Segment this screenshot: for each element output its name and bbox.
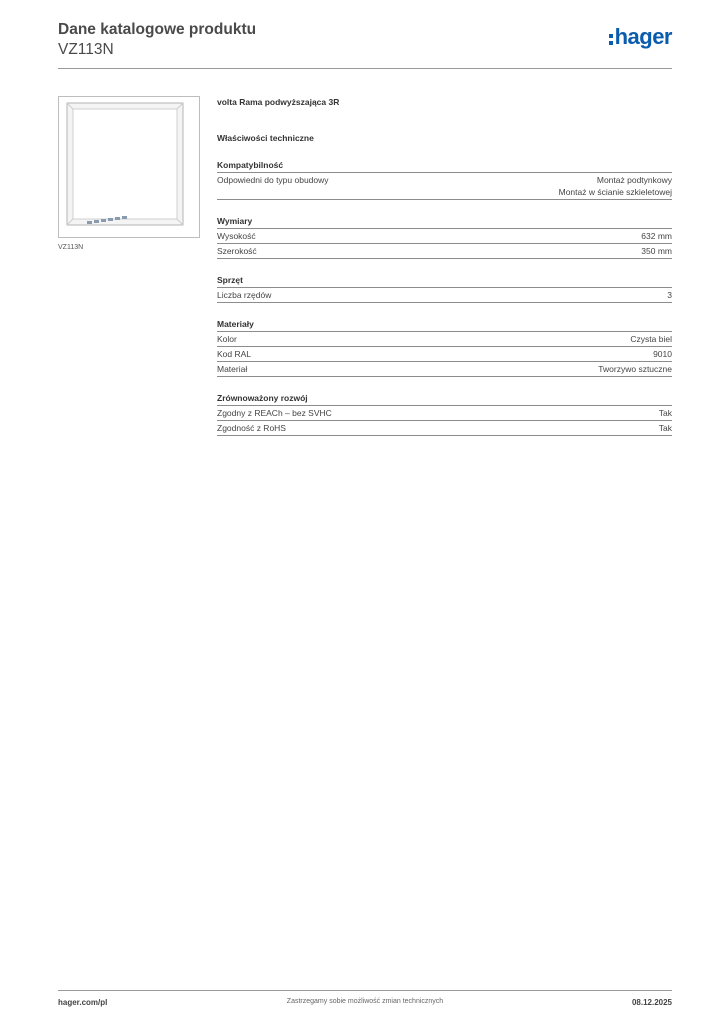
row-label: Liczba rzędów — [217, 290, 272, 300]
footer-note: Zastrzegamy sobie możliwość zmian technicznych — [286, 998, 444, 1005]
footer-divider — [58, 990, 672, 991]
group-materials — [217, 318, 672, 377]
group-dimensions — [217, 215, 672, 259]
footer-date: 08.12.2025 — [631, 998, 672, 1007]
hager-logo — [609, 26, 672, 48]
footer-url-link[interactable]: hager.com/pl — [58, 998, 108, 1007]
row-value: Tak — [658, 408, 672, 418]
row-value: Czysta biel — [630, 334, 672, 344]
product-details — [217, 96, 672, 436]
group-title: Sprzęt — [217, 274, 672, 288]
row-value: 350 mm — [641, 246, 672, 256]
logo-dots-icon — [609, 34, 613, 45]
group-title: Materiały — [217, 318, 672, 332]
table-row — [217, 173, 672, 200]
row-value-line: Montaż w ścianie szkieletowej — [558, 187, 672, 197]
page-title: Dane katalogowe produktu — [58, 21, 257, 38]
row-label: Kod RAL — [217, 349, 252, 359]
group-title: Zrównoważony rozwój — [217, 392, 672, 406]
row-label: Kolor — [217, 334, 237, 344]
group-equipment — [217, 274, 672, 303]
row-value: 9010 — [653, 349, 672, 359]
row-value: Tworzywo sztuczne — [598, 364, 672, 374]
table-row — [217, 332, 672, 347]
row-label: Materiał — [217, 364, 248, 374]
table-row — [217, 244, 672, 259]
row-label: Odpowiedni do typu obudowy — [217, 175, 329, 185]
table-row — [217, 421, 672, 436]
logo-text: hager — [614, 24, 672, 49]
group-sustainability — [217, 392, 672, 436]
table-row — [217, 347, 672, 362]
row-label: Wysokość — [217, 231, 256, 241]
page-header — [58, 20, 672, 60]
table-row — [217, 362, 672, 377]
row-value: Tak — [658, 423, 672, 433]
row-label: Zgodność z RoHS — [217, 423, 286, 433]
row-value-line: Montaż podtynkowy — [596, 175, 672, 185]
frame-illustration-icon — [59, 97, 199, 237]
row-value — [559, 174, 672, 198]
table-row — [217, 406, 672, 421]
group-title: Wymiary — [217, 215, 672, 229]
row-value: 632 mm — [641, 231, 672, 241]
row-label: Szerokość — [217, 246, 257, 256]
row-value: 3 — [667, 290, 672, 300]
image-caption: VZ113N — [58, 244, 84, 251]
technical-properties-heading: Właściwości techniczne — [217, 133, 314, 143]
product-name: volta Rama podwyższająca 3R — [217, 97, 340, 107]
table-row — [217, 288, 672, 303]
table-row — [217, 229, 672, 244]
header-divider — [58, 68, 672, 69]
product-image — [58, 96, 200, 238]
group-compatibility — [217, 159, 672, 200]
product-code: VZ113N — [58, 41, 114, 58]
group-title: Kompatybilność — [217, 159, 672, 173]
row-label: Zgodny z REACh – bez SVHC — [217, 408, 332, 418]
